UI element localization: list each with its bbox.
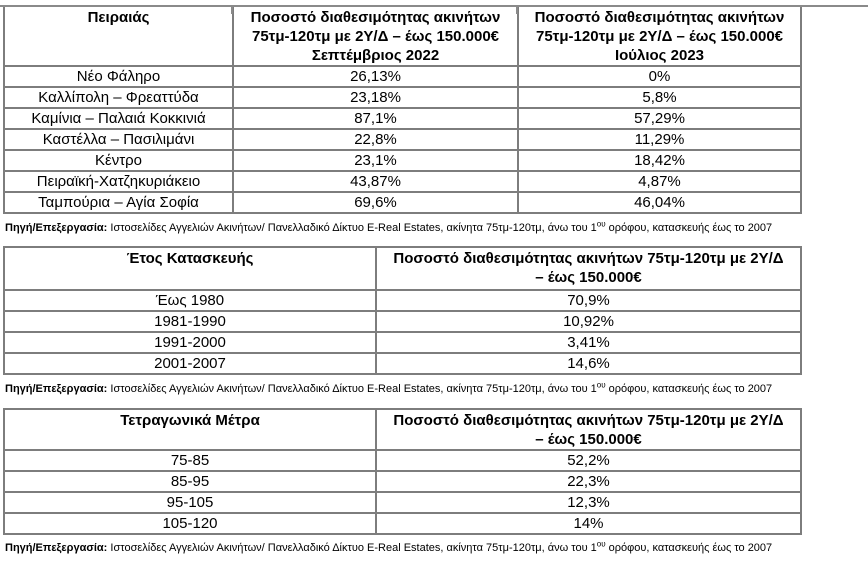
table-cell: 22,3% <box>376 471 801 492</box>
table-row <box>4 332 801 353</box>
table-body <box>4 450 801 534</box>
table-row <box>4 290 801 311</box>
piraeus-areas-table <box>3 5 802 214</box>
table-row <box>4 471 801 492</box>
source-note <box>5 382 868 396</box>
table-row <box>4 192 801 213</box>
source-text: Ιστοσελίδες Αγγελιών Ακινήτων/ Πανελλαδικό Δίκτυο E-Real Estates, ακίνητα 75τμ-120τμ, άνω του 1 <box>107 383 597 395</box>
table-cell: 85-95 <box>4 471 376 492</box>
table-row <box>4 513 801 534</box>
table-cell: 22,8% <box>233 129 518 150</box>
table-cell: 46,04% <box>518 192 801 213</box>
table-row <box>4 129 801 150</box>
table-row <box>4 66 801 87</box>
table-cell: 1981-1990 <box>4 311 376 332</box>
header-cell <box>4 247 376 290</box>
table-cell: 70,9% <box>376 290 801 311</box>
table-cell: 4,87% <box>518 171 801 192</box>
square-meters-table <box>3 408 802 535</box>
source-text: Ιστοσελίδες Αγγελιών Ακινήτων/ Πανελλαδικό Δίκτυο E-Real Estates, ακίνητα 75τμ-120τμ, άνω του 1 <box>107 222 597 234</box>
table-row <box>4 353 801 374</box>
header-line: – έως 150.000€ <box>535 431 642 448</box>
header-row <box>4 247 801 290</box>
table-cell: Κέντρο <box>4 150 233 171</box>
table-body <box>4 66 801 213</box>
column-divider-stub <box>516 5 518 14</box>
table-row <box>4 150 801 171</box>
source-label: Πηγή/Επεξεργασία: <box>5 383 108 395</box>
header-line: Ιούλιος 2023 <box>614 47 705 64</box>
table-cell: 11,29% <box>518 129 801 150</box>
table-cell: 26,13% <box>233 66 518 87</box>
table-cell: Καλλίπολη – Φρεαττύδα <box>4 87 233 108</box>
header-line: Πειραιάς <box>87 9 150 26</box>
table-cell: 5,8% <box>518 87 801 108</box>
table-cell: Νέο Φάληρο <box>4 66 233 87</box>
source-text: ορόφου, κατασκευής έως το 2007 <box>605 542 773 554</box>
header-line: Ποσοστό διαθεσιμότητας ακινήτων 75τμ-120τμ με 2Υ/Δ <box>393 412 784 429</box>
header-line: 75τμ-120τμ με 2Υ/Δ – έως 150.000€ <box>251 28 500 45</box>
header-cell <box>4 409 376 450</box>
table-cell: 0% <box>518 66 801 87</box>
table-row <box>4 87 801 108</box>
table-cell: 105-120 <box>4 513 376 534</box>
table-cell: Έως 1980 <box>4 290 376 311</box>
table-cell: 95-105 <box>4 492 376 513</box>
header-line: Τετραγωνικά Μέτρα <box>120 412 260 429</box>
table-cell: 10,92% <box>376 311 801 332</box>
table-cell: 75-85 <box>4 450 376 471</box>
header-line: Έτος Κατασκευής <box>126 250 254 267</box>
table-cell: 1991-2000 <box>4 332 376 353</box>
table-cell: 69,6% <box>233 192 518 213</box>
table-cell: 87,1% <box>233 108 518 129</box>
header-line: – έως 150.000€ <box>535 269 642 286</box>
header-row <box>4 6 801 66</box>
header-line: Ποσοστό διαθεσιμότητας ακινήτων <box>534 9 785 26</box>
table-cell: 14,6% <box>376 353 801 374</box>
source-label: Πηγή/Επεξεργασία: <box>5 222 108 234</box>
header-line: Ποσοστό διαθεσιμότητας ακινήτων <box>250 9 501 26</box>
table-cell: 43,87% <box>233 171 518 192</box>
header-line: Ποσοστό διαθεσιμότητας ακινήτων 75τμ-120τμ με 2Υ/Δ <box>393 250 784 267</box>
header-line: Σεπτέμβριος 2022 <box>311 47 440 64</box>
source-note <box>5 541 868 555</box>
table-cell: Καστέλλα – Πασιλιμάνι <box>4 129 233 150</box>
header-cell <box>233 6 518 66</box>
source-superscript: ου <box>596 539 606 549</box>
source-text: ορόφου, κατασκευής έως το 2007 <box>605 222 773 234</box>
table-cell: Καμίνια – Παλαιά Κοκκινιά <box>4 108 233 129</box>
table-body <box>4 290 801 374</box>
source-text: Ιστοσελίδες Αγγελιών Ακινήτων/ Πανελλαδικό Δίκτυο E-Real Estates, ακίνητα 75τμ-120τμ, άνω του 1 <box>107 542 597 554</box>
table-header <box>4 6 801 66</box>
table-cell: 14% <box>376 513 801 534</box>
table-cell: Πειραϊκή-Χατζηκυριάκειο <box>4 171 233 192</box>
header-cell <box>518 6 801 66</box>
table-header <box>4 247 801 290</box>
document-page <box>0 5 868 579</box>
header-cell <box>376 247 801 290</box>
source-superscript: ου <box>596 380 606 390</box>
table-cell: 2001-2007 <box>4 353 376 374</box>
header-row <box>4 409 801 450</box>
table-cell: Ταμπούρια – Αγία Σοφία <box>4 192 233 213</box>
source-label: Πηγή/Επεξεργασία: <box>5 542 108 554</box>
table-cell: 3,41% <box>376 332 801 353</box>
table-cell: 23,18% <box>233 87 518 108</box>
source-superscript: ου <box>596 219 606 229</box>
table-row <box>4 450 801 471</box>
header-line: 75τμ-120τμ με 2Υ/Δ – έως 150.000€ <box>535 28 784 45</box>
table-cell: 57,29% <box>518 108 801 129</box>
source-text: ορόφου, κατασκευής έως το 2007 <box>605 383 773 395</box>
table-cell: 18,42% <box>518 150 801 171</box>
year-of-construction-table <box>3 246 802 375</box>
table-row <box>4 171 801 192</box>
top-divider-line <box>0 5 868 7</box>
table-cell: 12,3% <box>376 492 801 513</box>
table-cell: 23,1% <box>233 150 518 171</box>
column-divider-stub <box>231 5 233 14</box>
table-cell: 52,2% <box>376 450 801 471</box>
table-row <box>4 492 801 513</box>
table-row <box>4 311 801 332</box>
header-cell <box>4 6 233 66</box>
header-cell <box>376 409 801 450</box>
table-header <box>4 409 801 450</box>
source-note <box>5 221 868 235</box>
table-row <box>4 108 801 129</box>
